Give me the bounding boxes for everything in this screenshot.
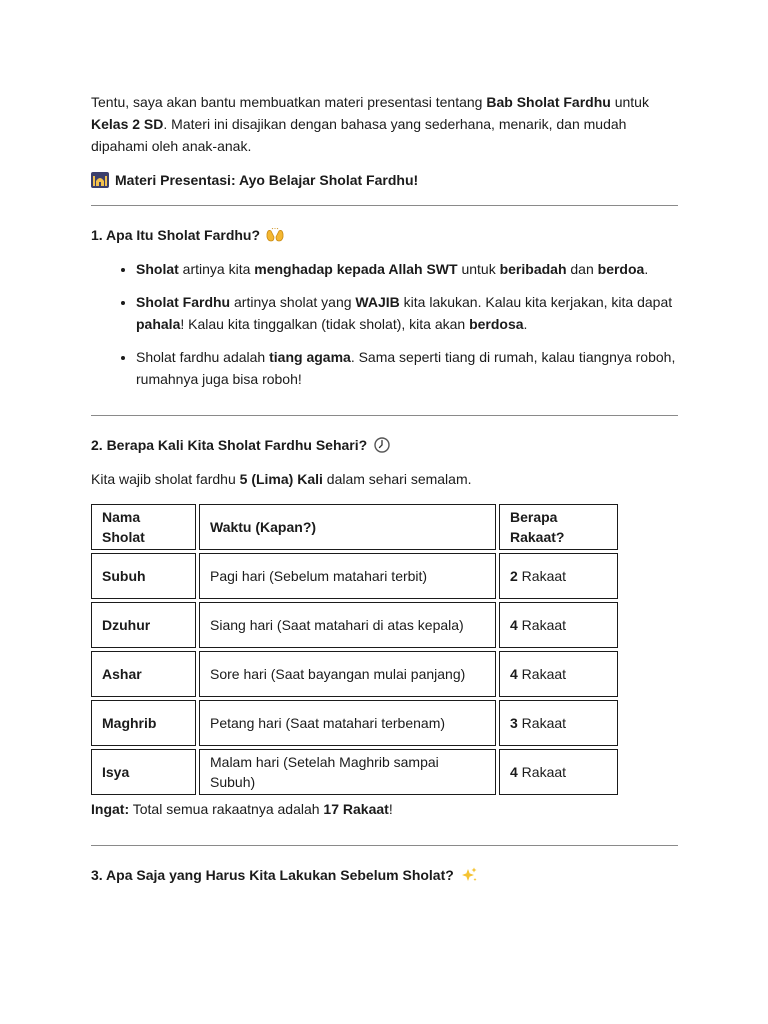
section2-lead [91,468,678,490]
section1-heading-text: 1. Apa Itu Sholat Fardhu? [91,227,261,243]
header-text: Berapa Rakaat? [510,509,565,545]
bold-text: berdoa [597,261,645,277]
total-note [91,798,678,820]
table-header-row [91,504,618,550]
prayer-time: Petang hari (Saat matahari terbenam) [210,715,446,731]
rakaat-count: 2 [510,568,518,584]
text: ! [388,801,393,817]
text: Sholat fardhu adalah [136,349,270,365]
bold-text: Ingat: [91,801,130,817]
prayer-name-cell [91,602,196,648]
bold-text: menghadap kepada Allah SWT [254,261,458,277]
clock-icon [374,437,390,453]
section1-heading [91,224,678,246]
table-row [91,749,618,795]
rakaat-unit: Rakaat [517,715,567,731]
rakaat-cell [499,553,618,599]
prayer-time: Siang hari (Saat matahari di atas kepala) [210,617,464,633]
section2-heading-text: 2. Berapa Kali Kita Sholat Fardhu Sehari? [91,437,368,453]
bold-text: 5 (Lima) Kali [239,471,323,487]
intro-paragraph [91,91,678,157]
header-cell [199,504,496,550]
rakaat-unit: Rakaat [517,764,567,780]
prayer-time-cell [199,749,496,795]
text: . [644,261,649,277]
rakaat-cell [499,700,618,746]
header-text: Nama Sholat [102,509,145,545]
text: artinya sholat yang [230,294,356,310]
bold-text: WAJIB [355,294,400,310]
section3-heading-text: 3. Apa Saja yang Harus Kita Lakukan Sebelum Sholat? [91,867,454,883]
rakaat-unit: Rakaat [517,617,567,633]
table-row [91,700,618,746]
intro-bold-grade: Kelas 2 SD [91,116,164,132]
bold-text: Sholat [136,261,179,277]
prayer-name: Dzuhur [102,617,151,633]
text: dalam sehari semalam. [322,471,472,487]
prayer-name: Maghrib [102,715,157,731]
rakaat-count: 3 [510,715,518,731]
text: dan [566,261,598,277]
text: kita lakukan. Kalau kita kerjakan, kita dapat [399,294,673,310]
text: artinya kita [178,261,255,277]
prayer-schedule-table [88,501,621,798]
mosque-icon [91,172,109,188]
rakaat-unit: Rakaat [517,568,567,584]
prayer-name: Ashar [102,666,142,682]
list-item [136,258,678,280]
prayer-time: Pagi hari (Sebelum matahari terbit) [210,568,428,584]
prayer-time-cell [199,651,496,697]
intro-text: . Materi ini disajikan dengan bahasa yang sederhana, menarik, dan mudah dipahami oleh anak-anak. [91,116,627,154]
document-page [91,91,678,886]
header-cell [499,504,618,550]
text: Kita wajib sholat fardhu [91,471,240,487]
intro-text: Tentu, saya akan bantu membuatkan materi presentasi tentang [91,94,487,110]
table-row [91,553,618,599]
text: . Sama seperti tiang di rumah, kalau tiangnya roboh, rumahnya juga bisa roboh! [136,349,676,387]
presentation-title [91,169,678,191]
raising-hands-icon [266,228,284,242]
bold-text: Sholat Fardhu [136,294,231,310]
intro-text: untuk [610,94,649,110]
intro-bold-topic: Bab Sholat Fardhu [486,94,611,110]
section3-heading [91,864,678,886]
text: Total semua rakaatnya adalah [129,801,324,817]
prayer-name-cell [91,700,196,746]
bold-text: beribadah [499,261,567,277]
text: untuk [457,261,500,277]
section2-heading [91,434,678,456]
bold-text: 17 Rakaat [323,801,389,817]
rakaat-count: 4 [510,666,518,682]
rakaat-cell [499,749,618,795]
prayer-time-cell [199,553,496,599]
prayer-name-cell [91,553,196,599]
header-cell [91,504,196,550]
bold-text: berdosa [469,316,524,332]
prayer-time: Malam hari (Setelah Maghrib sampai Subuh) [210,754,439,790]
divider [91,415,678,416]
prayer-time: Sore hari (Saat bayangan mulai panjang) [210,666,466,682]
prayer-name: Isya [102,764,130,780]
sparkles-icon [460,867,478,883]
table-row [91,602,618,648]
header-text: Waktu (Kapan?) [210,519,317,535]
bold-text: pahala [136,316,181,332]
rakaat-unit: Rakaat [517,666,567,682]
rakaat-count: 4 [510,617,518,633]
divider [91,845,678,846]
prayer-name-cell [91,749,196,795]
list-item [136,346,678,390]
prayer-name-cell [91,651,196,697]
rakaat-cell [499,602,618,648]
section1-bullet-list [91,258,678,390]
table-row [91,651,618,697]
prayer-time-cell [199,700,496,746]
presentation-title-text: Materi Presentasi: Ayo Belajar Sholat Fardhu! [115,172,419,188]
divider [91,205,678,206]
rakaat-count: 4 [510,764,518,780]
rakaat-cell [499,651,618,697]
bold-text: tiang agama [269,349,351,365]
prayer-time-cell [199,602,496,648]
text: . [523,316,528,332]
list-item [136,291,678,335]
text: ! Kalau kita tinggalkan (tidak sholat), kita akan [180,316,470,332]
prayer-name: Subuh [102,568,146,584]
